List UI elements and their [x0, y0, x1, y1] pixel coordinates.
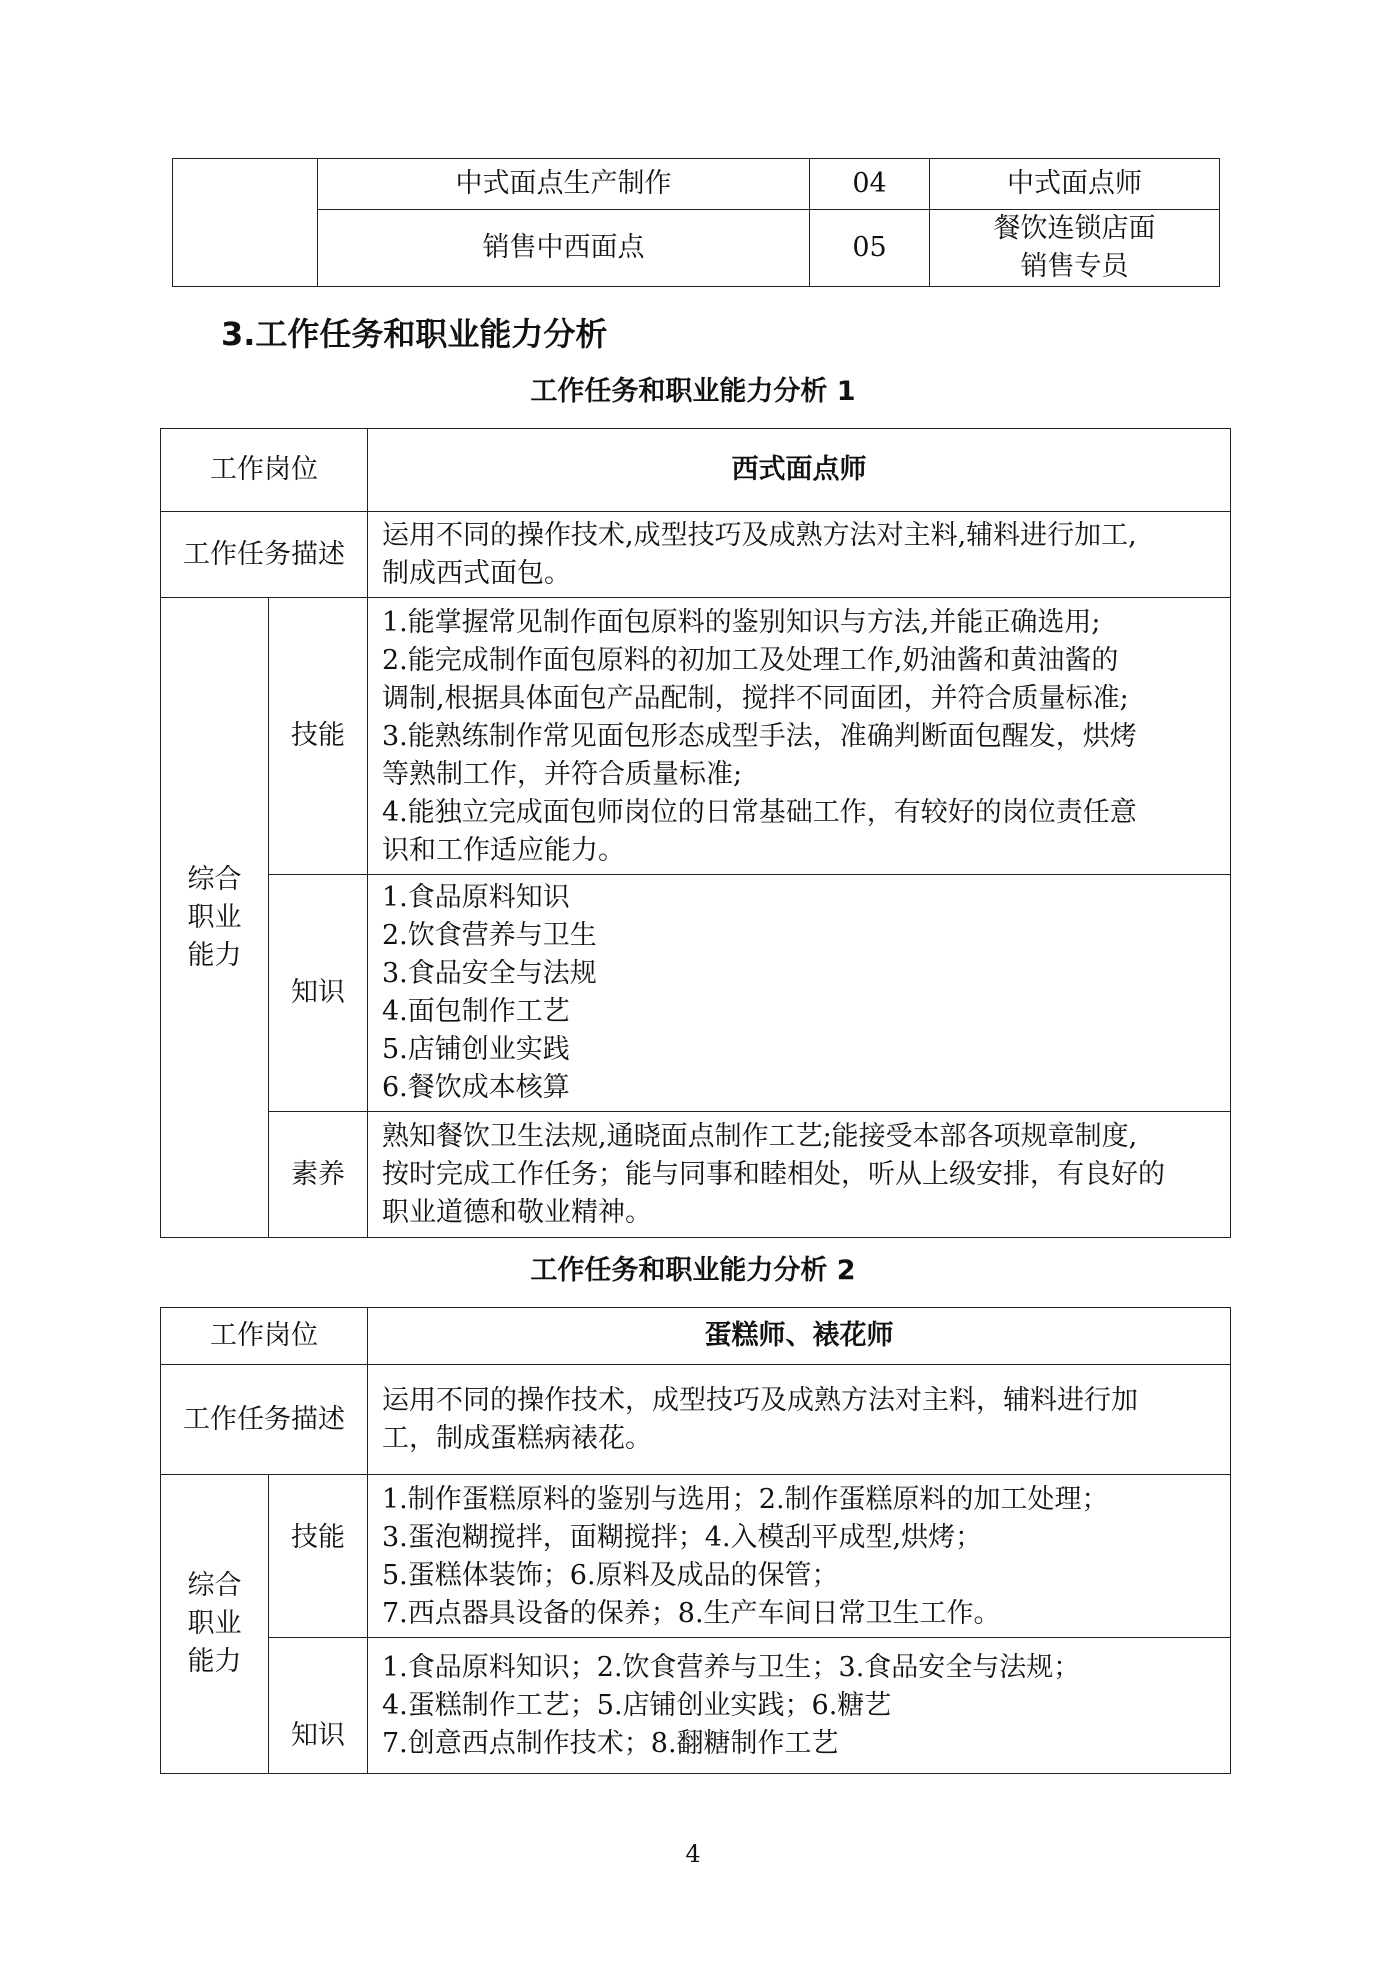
quality-text: 熟知餐饮卫生法规,通晓面点制作工艺;能接受本部各项规章制度, 按时完成工作任务；能与同事和睦相处，听从上级安排，有良好的 职业道德和敬业精神。: [368, 1112, 1231, 1238]
code-cell: 04: [810, 159, 930, 210]
section-title: 3.工作任务和职业能力分析: [221, 315, 608, 353]
skill-text: 1.制作蛋糕原料的鉴别与选用；2.制作蛋糕原料的加工处理； 3.蛋泡糊搅拌，面糊搅拌；4.入模刮平成型,烘烤； 5.蛋糕体装饰；6.原料及成品的保管； 7.西点器具设备的保养；8.生产车间日常卫生工作。: [368, 1475, 1231, 1638]
task-cell: 销售中西面点: [318, 210, 810, 287]
quality-label: 素养: [269, 1112, 368, 1238]
knowledge-label: 知识: [269, 1638, 368, 1774]
position-cell: 餐饮连锁店面 销售专员: [930, 210, 1220, 287]
knowledge-text: 1.食品原料知识；2.饮食营养与卫生；3.食品安全与法规； 4.蛋糕制作工艺；5.店铺创业实践；6.糖艺 7.创意西点制作技术；8.翻糖制作工艺: [368, 1638, 1231, 1774]
position-cell: 中式面点师: [930, 159, 1220, 210]
knowledge-label: 知识: [269, 875, 368, 1112]
task-cell: 中式面点生产制作: [318, 159, 810, 210]
desc-label: 工作任务描述: [161, 512, 368, 598]
post-label: 工作岗位: [161, 429, 368, 512]
desc-text: 运用不同的操作技术,成型技巧及成熟方法对主料,辅料进行加工, 制成西式面包。: [368, 512, 1231, 598]
post-value: 西式面点师: [368, 429, 1231, 512]
code-cell: 05: [810, 210, 930, 287]
analysis-table-1: [160, 428, 1231, 1238]
analysis-table-2: [160, 1307, 1231, 1774]
skill-label: 技能: [269, 598, 368, 875]
table1-caption: 工作任务和职业能力分析 1: [530, 376, 856, 407]
empty-cell: [173, 159, 318, 287]
post-value: 蛋糕师、裱花师: [368, 1308, 1231, 1365]
ability-label: 综合 职业 能力: [161, 1475, 269, 1774]
ability-label: 综合 职业 能力: [161, 598, 269, 1238]
skill-label: 技能: [269, 1475, 368, 1638]
table2-caption: 工作任务和职业能力分析 2: [530, 1255, 856, 1286]
skill-text: 1.能掌握常见制作面包原料的鉴别知识与方法,并能正确选用; 2.能完成制作面包原料的初加工及处理工作,奶油酱和黄油酱的 调制,根据具体面包产品配制，搅拌不同面团，并符合质量标准; 3.能熟练制作常见面包形态成型手法，准确判断面包醒发，烘烤 等熟制工作，并符合质量标准; 4.能独立完成面包师岗位的日常基础工作，有较好的岗位责任意 识和工作适应能力。: [368, 598, 1231, 875]
post-label: 工作岗位: [161, 1308, 368, 1365]
desc-text: 运用不同的操作技术，成型技巧及成熟方法对主料，辅料进行加 工，制成蛋糕病裱花。: [368, 1365, 1231, 1475]
desc-label: 工作任务描述: [161, 1365, 368, 1475]
page-number: 4: [685, 1840, 701, 1868]
occupation-table: [172, 158, 1220, 287]
knowledge-text: 1.食品原料知识 2.饮食营养与卫生 3.食品安全与法规 4.面包制作工艺 5.店铺创业实践 6.餐饮成本核算: [368, 875, 1231, 1112]
